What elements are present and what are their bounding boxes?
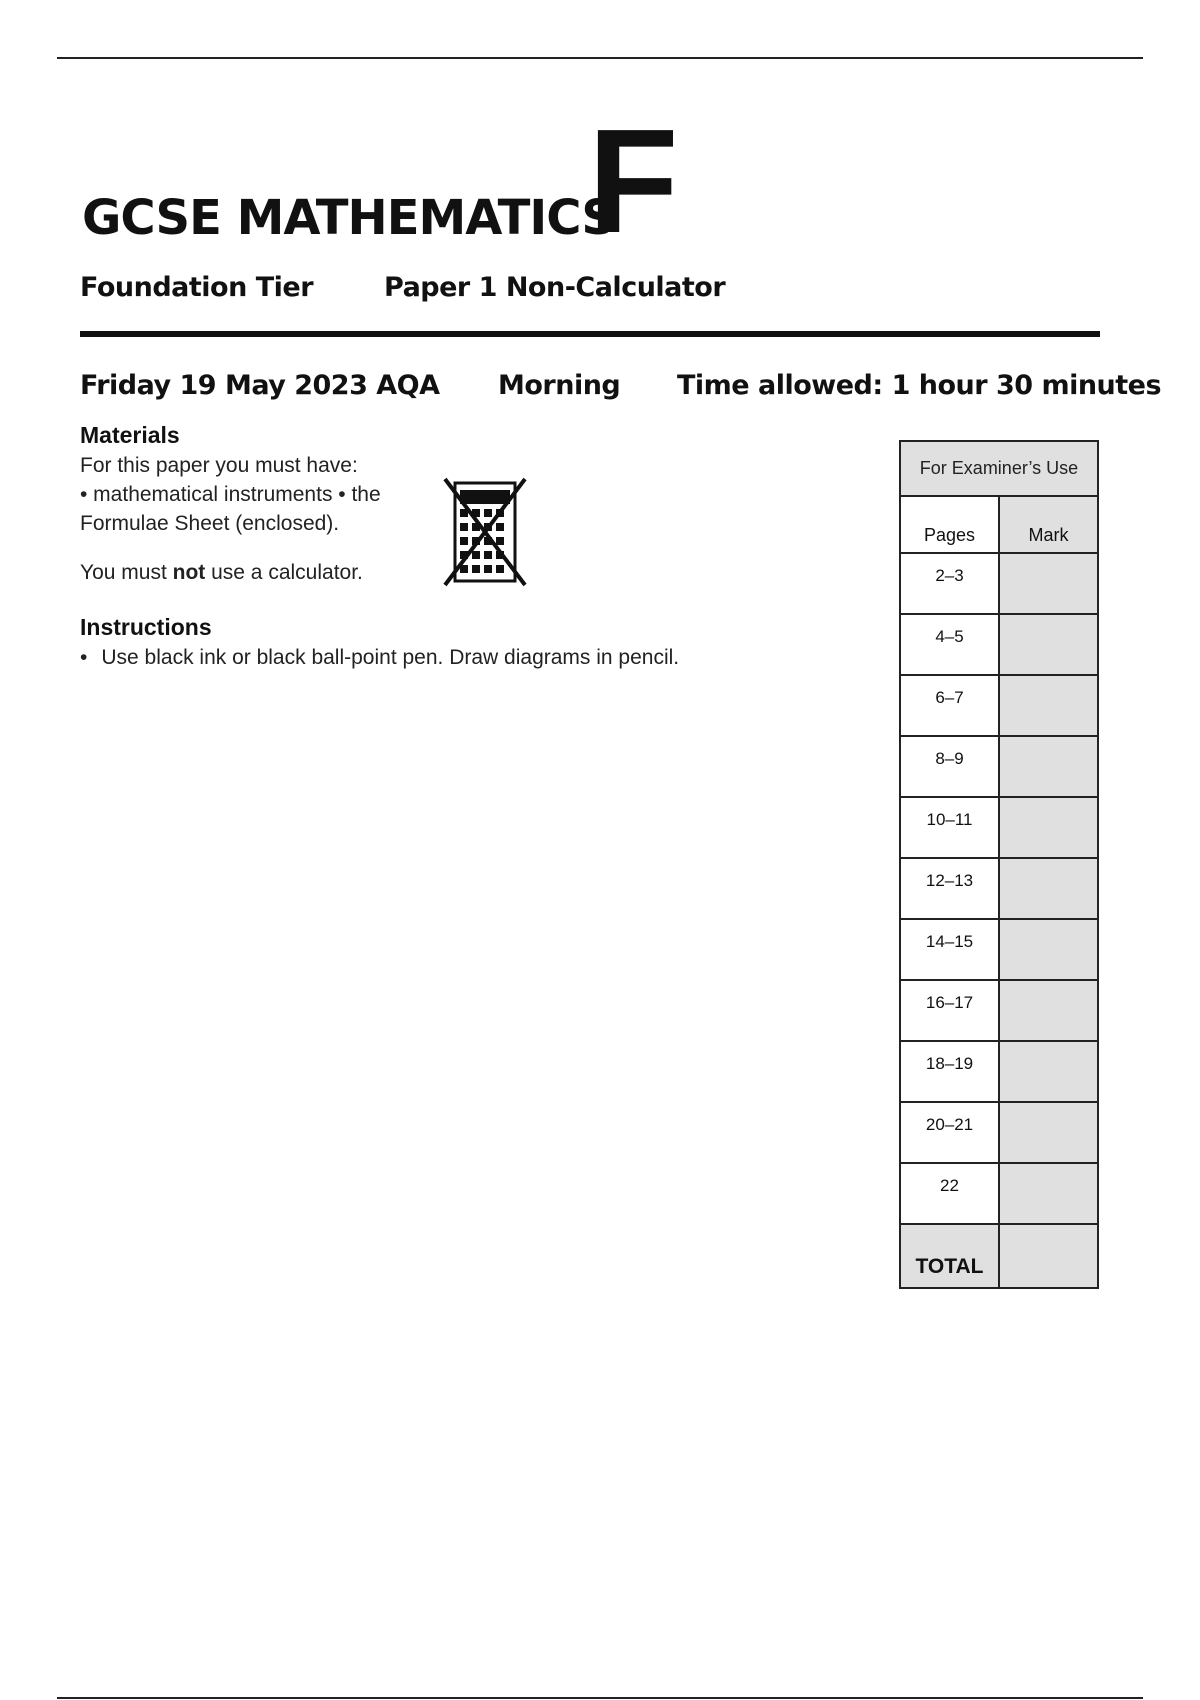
- examiner-table-row: [901, 1042, 1097, 1103]
- mark-cell: [1000, 615, 1097, 674]
- examiner-table-row: [901, 920, 1097, 981]
- examiner-table-row: [901, 1103, 1097, 1164]
- examiner-table-row: [901, 676, 1097, 737]
- examiner-table-title: For Examiner’s Use: [901, 442, 1097, 497]
- examiner-table-row: [901, 737, 1097, 798]
- pages-cell: 2–3: [901, 554, 1000, 613]
- mark-cell: [1000, 798, 1097, 857]
- top-rule: [57, 57, 1143, 59]
- materials-text: [80, 451, 420, 538]
- calculator-note-post: use a calculator.: [205, 561, 363, 584]
- header-rule: [80, 331, 1100, 337]
- examiner-table-row: [901, 859, 1097, 920]
- examiner-use-table: [899, 440, 1099, 1289]
- examiner-table-row: [901, 1164, 1097, 1225]
- no-calculator-icon: [443, 477, 527, 587]
- time-allowed: Time allowed: 1 hour 30 minutes: [677, 370, 1162, 401]
- pages-cell: 6–7: [901, 676, 1000, 735]
- mark-column-header: Mark: [1000, 497, 1097, 552]
- exam-title: GCSE MATHEMATICS: [82, 190, 615, 246]
- mark-cell: [1000, 859, 1097, 918]
- instruction-text: Use black ink or black ball-point pen. Draw diagrams in pencil.: [101, 646, 680, 669]
- pages-cell: 22: [901, 1164, 1000, 1223]
- pages-cell: 4–5: [901, 615, 1000, 674]
- pages-cell: 16–17: [901, 981, 1000, 1040]
- examiner-table-row: [901, 554, 1097, 615]
- exam-session: Morning: [498, 370, 621, 401]
- total-mark-cell: [1000, 1225, 1097, 1287]
- pages-cell: 8–9: [901, 737, 1000, 796]
- pages-column-header: Pages: [901, 497, 1000, 552]
- pages-cell: 18–19: [901, 1042, 1000, 1101]
- mark-cell: [1000, 676, 1097, 735]
- examiner-table-header: [901, 497, 1097, 554]
- calculator-note-pre: You must: [80, 561, 173, 584]
- calculator-note-emphasis: not: [172, 561, 206, 584]
- paper-label: Paper 1 Non-Calculator: [384, 272, 726, 303]
- total-label: TOTAL: [901, 1225, 1000, 1287]
- bullet: •: [80, 646, 88, 669]
- pages-cell: 10–11: [901, 798, 1000, 857]
- examiner-table-row: [901, 615, 1097, 676]
- materials-line-2: • mathematical instruments • the: [80, 483, 381, 506]
- bottom-rule: [57, 1697, 1143, 1699]
- examiner-table-row: [901, 798, 1097, 859]
- pages-cell: 20–21: [901, 1103, 1000, 1162]
- mark-cell: [1000, 1042, 1097, 1101]
- mark-cell: [1000, 981, 1097, 1040]
- instruction-item: [80, 643, 679, 672]
- examiner-table-rows: [901, 554, 1097, 1225]
- mark-cell: [1000, 1164, 1097, 1223]
- mark-cell: [1000, 920, 1097, 979]
- mark-cell: [1000, 1103, 1097, 1162]
- exam-date: Friday 19 May 2023 AQA: [80, 370, 440, 401]
- pages-cell: 12–13: [901, 859, 1000, 918]
- materials-line-1: For this paper you must have:: [80, 454, 358, 477]
- mark-cell: [1000, 554, 1097, 613]
- examiner-table-row: [901, 981, 1097, 1042]
- instructions-heading: Instructions: [80, 614, 212, 640]
- calculator-note: [80, 558, 363, 587]
- tier-label: Foundation Tier: [80, 272, 314, 303]
- examiner-total-row: [901, 1225, 1097, 1287]
- pages-cell: 14–15: [901, 920, 1000, 979]
- mark-cell: [1000, 737, 1097, 796]
- materials-heading: Materials: [80, 422, 180, 448]
- materials-line-3: Formulae Sheet (enclosed).: [80, 512, 340, 535]
- tier-letter: F: [588, 99, 679, 264]
